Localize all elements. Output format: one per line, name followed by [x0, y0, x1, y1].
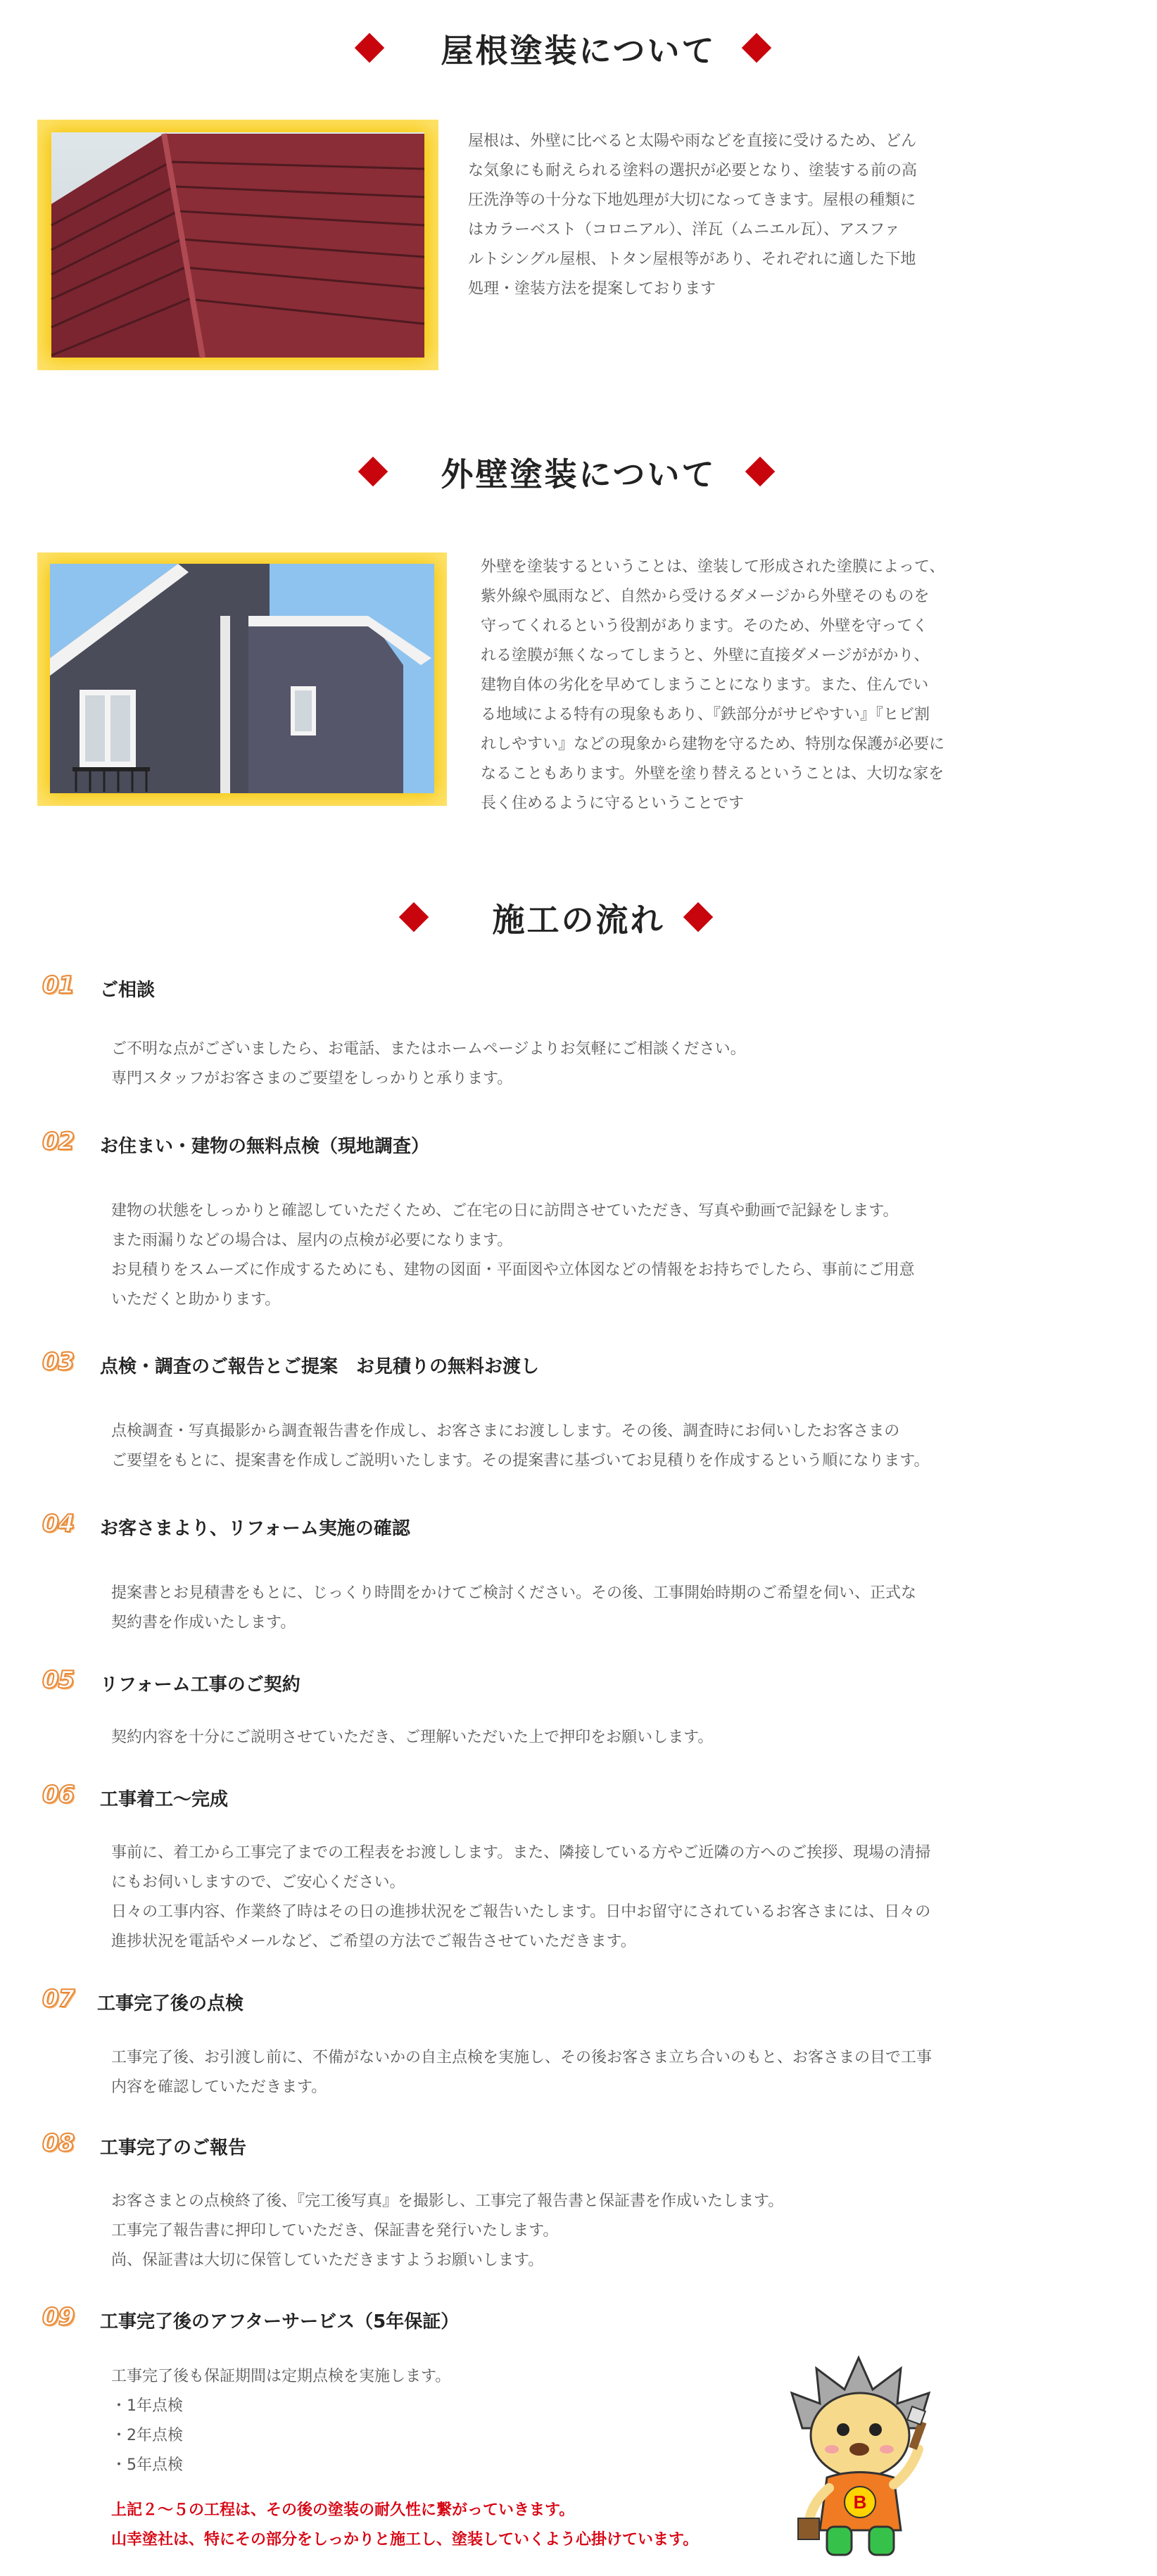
wall-line: 外壁を塗装するということは、塗装して形成された塗膜によって、 [481, 558, 945, 576]
process-note [111, 2496, 698, 2555]
step-line: また雨漏りなどの場合は、屋内の点検が必要になります。 [111, 1232, 513, 1249]
wall-line: る地域による特有の現象もあり、『鉄部分がサビやすい』『ヒビ割 [481, 706, 930, 724]
roof-line: な気象にも耐えられる塗料の選択が必要となり、塗装する前の高 [468, 162, 918, 179]
step-title: ご相談 [100, 980, 156, 1001]
step-body [111, 1579, 916, 1638]
step-line: お客さまとの点検終了後、『完工後写真』を撮影し、工事完了報告書と保証書を作成いたします。 [111, 2192, 784, 2210]
step-line: お見積りをスムーズに作成するためにも、建物の図面・平面図や立体図などの情報をお持ちでしたら、事前にご用意 [111, 1261, 915, 1279]
step-line: 専門スタッフがお客さまのご要望をしっかりと承ります。 [111, 1070, 513, 1087]
step-line: にもお伺いしますので、ご安心ください。 [111, 1874, 405, 1891]
step-body [111, 1197, 915, 1315]
step-line: いただくと助かります。 [111, 1291, 281, 1308]
step-line: 尚、保証書は大切に保管していただきますようお願いします。 [111, 2252, 544, 2269]
roof-line: ルトシングル屋根、トタン屋根等があり、それぞれに適した下地 [468, 251, 916, 268]
step-title: 工事完了後のアフターサービス（5年保証） [100, 2311, 460, 2332]
step-line: 工事完了後、お引渡し前に、不備がないかの自主点検を実施し、その後お客さま立ち合いのもと、お客さまの目で工事 [111, 2049, 932, 2066]
roof-photo [37, 120, 438, 370]
step-number: 02 [42, 1128, 75, 1156]
step-line: 契約書を作成いたします。 [111, 1614, 296, 1631]
step-line: 提案書とお見積書をもとに、じっくり時間をかけてご検討ください。その後、工事開始時期のご希望を伺い、正式な [111, 1584, 917, 1602]
roof-line: 圧洗浄等の十分な下地処理が大切になってきます。屋根の種類に [468, 191, 916, 209]
step-line: 工事完了後も保証期間は定期点検を実施します。 [111, 2368, 451, 2385]
step-line: 建物の状態をしっかりと確認していただくため、ご在宅の日に訪問させていただき、写真や動画で記録をします。 [111, 1202, 899, 1220]
step-number: 08 [42, 2129, 75, 2157]
mascot-letter: B [853, 2492, 867, 2513]
step-number: 03 [42, 1348, 75, 1376]
step-number: 09 [42, 2303, 75, 2331]
step-body [111, 1838, 930, 1957]
step-title: 工事着工～完成 [100, 1789, 229, 1810]
note-line: 山幸塗社は、特にその部分をしっかりと施工し、塗装していくよう心掛けています。 [111, 2531, 699, 2549]
note-line: 上記２～５の工程は、その後の塗装の耐久性に繋がっていきます。 [111, 2501, 575, 2519]
step-line: 事前に、着工から工事完了までの工程表をお渡しします。また、隣接している方やご近隣の方へのご挨拶、現場の清掃 [111, 1844, 931, 1862]
wall-line: 建物自体の劣化を早めてしまうことになります。また、住んでい [481, 676, 929, 694]
step-line: 日々の工事内容、作業終了時はその日の進捗状況をご報告いたします。日中お留守にされているお客さまには、日々の [111, 1903, 931, 1921]
step-line: 内容を確認していただきます。 [111, 2078, 327, 2096]
wall-line: 紫外線や風雨など、自然から受けるダメージから外壁そのものを [481, 588, 930, 605]
step-title: リフォーム工事のご契約 [100, 1674, 301, 1696]
step-title: 工事完了後の点検 [97, 1993, 244, 2014]
step-line: ・1年点検 [111, 2397, 183, 2415]
step-line: ・2年点検 [111, 2427, 183, 2444]
wall-description [481, 553, 945, 819]
wall-line: 長く住めるように守るということです [481, 795, 745, 812]
step-body [111, 1723, 713, 1753]
step-number: 05 [42, 1666, 75, 1694]
roof-line: 処理・塗装方法を提案しております [468, 280, 716, 298]
step-number: 01 [42, 971, 75, 999]
step-line: 契約内容を十分にご説明させていただき、ご理解いただいた上で押印をお願いします。 [111, 1729, 714, 1746]
step-title: お住まい・建物の無料点検（現地調査） [100, 1136, 430, 1157]
step-body [111, 1417, 929, 1476]
step-line: ご要望をもとに、提案書を作成しご説明いたします。その提案書に基づいてお見積りを作成するという順になります。 [111, 1452, 930, 1470]
step-line: 工事完了報告書に押印していただき、保証書を発行いたします。 [111, 2222, 559, 2240]
step-number: 06 [42, 1781, 75, 1809]
wall-line: れしやすい』などの現象から建物を守るため、特別な保護が必要に [481, 735, 945, 753]
step-line: ・5年点検 [111, 2456, 183, 2474]
roof-line: 屋根は、外壁に比べると太陽や雨などを直接に受けるため、どん [468, 132, 917, 150]
step-body [111, 2043, 932, 2102]
wall-line: 守ってくれるという役割があります。そのため、外壁を守ってく [481, 617, 928, 635]
wall-photo [37, 553, 447, 806]
wall-line: れる塗膜が無くなってしまうと、外壁に直接ダメージががかり、 [481, 647, 930, 664]
step-line: 進捗状況を電話やメールなど、ご希望の方法でご報告させていただきます。 [111, 1933, 636, 1950]
mascot-character-icon [788, 2351, 943, 2562]
roof-section-title: 屋根塗装について [441, 32, 716, 70]
wall-line: なることもあります。外壁を塗り替えるということは、大切な家を [481, 765, 944, 783]
flow-section-title: 施工の流れ [492, 901, 665, 939]
step-body [111, 2187, 783, 2275]
step-title: 工事完了のご報告 [100, 2138, 247, 2159]
step-line: 点検調査・写真撮影から調査報告書を作成し、お客さまにお渡しします。その後、調査時にお伺いしたお客さまの [111, 1422, 900, 1440]
step-title: 点検・調査のご報告とご提案 お見積りの無料お渡し [100, 1356, 540, 1377]
roof-line: はカラーベスト（コロニアル）、洋瓦（ムニエル瓦）、アスファ [468, 221, 900, 239]
step-body [111, 1035, 746, 1094]
roof-description [468, 127, 917, 304]
step-line: ご不明な点がございましたら、お電話、またはホームページよりお気軽にご相談ください。 [111, 1040, 746, 1058]
step-body [111, 2362, 450, 2480]
step-title: お客さまより、リフォーム実施の確認 [100, 1518, 410, 1539]
wall-section-title: 外壁塗装について [441, 455, 716, 493]
step-number: 04 [42, 1510, 75, 1538]
step-number: 07 [42, 1985, 75, 2013]
